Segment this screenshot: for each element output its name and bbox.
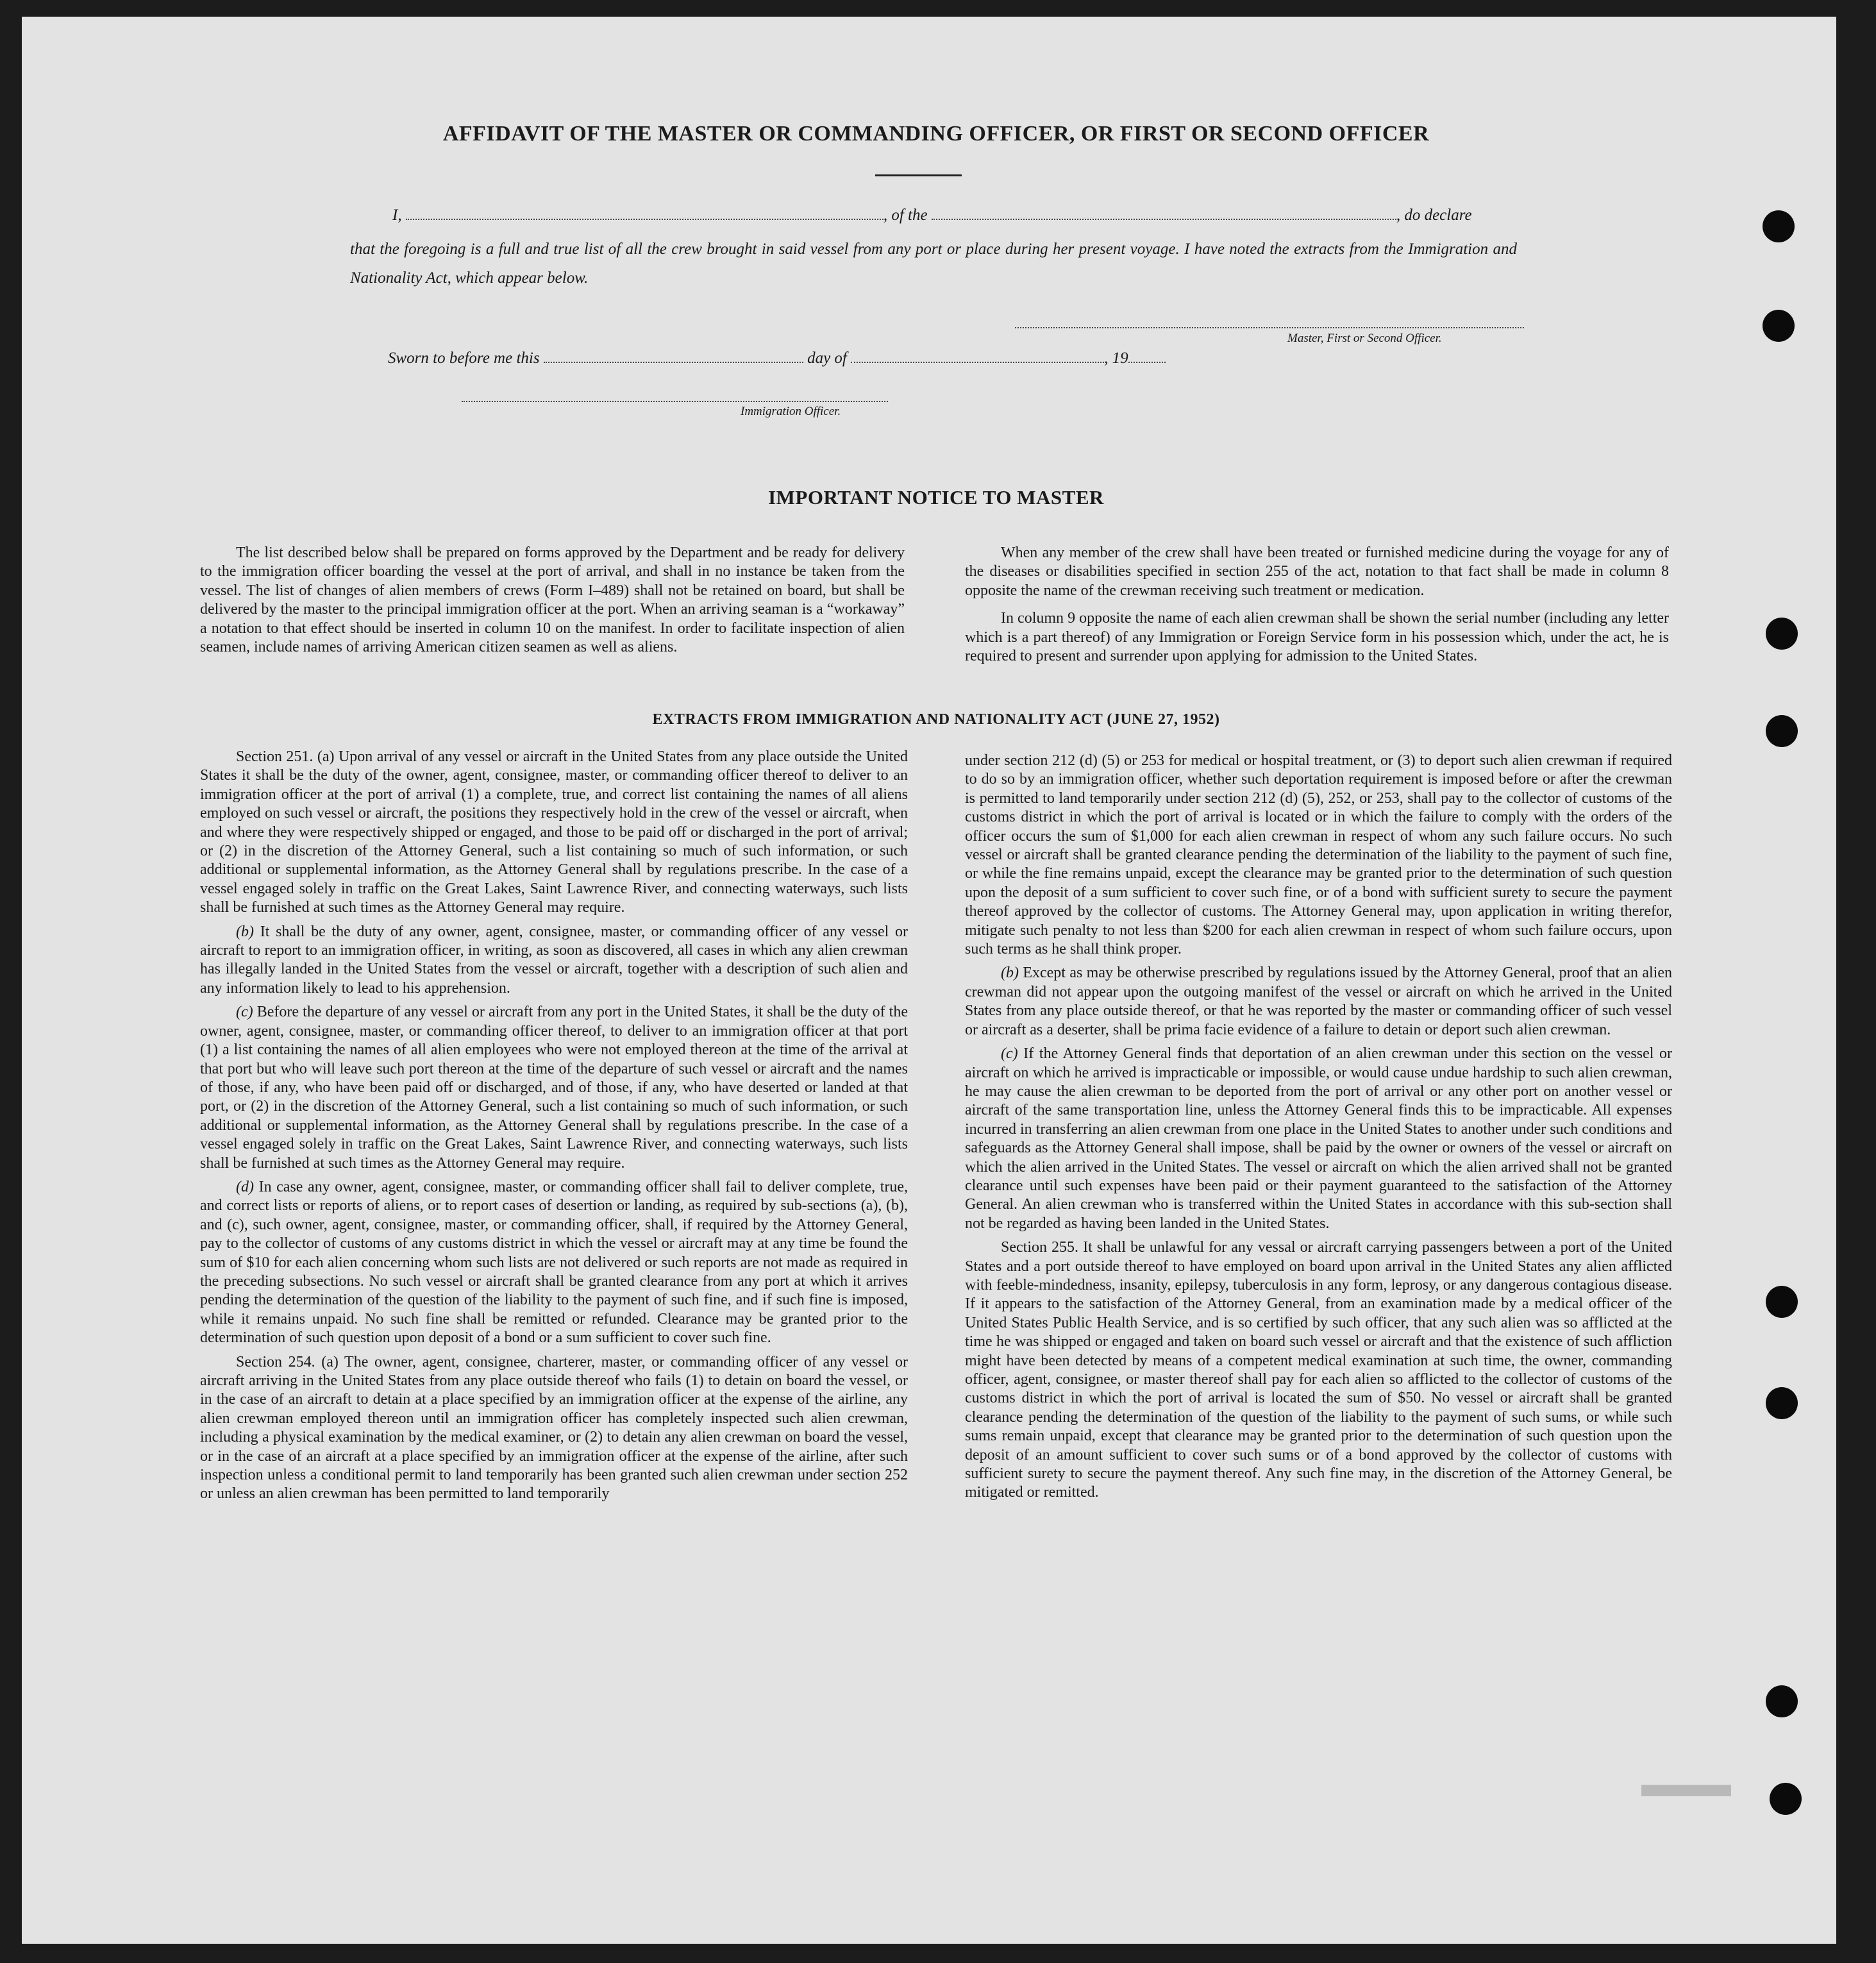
affidavit-title: AFFIDAVIT OF THE MASTER OR COMMANDING OFFICER, OR FIRST OR SECOND OFFICER [442, 122, 1430, 146]
section-251b-label: (b) [236, 923, 254, 940]
binder-hole [1766, 1685, 1798, 1717]
sworn-line [388, 350, 1166, 367]
title-underline [875, 174, 962, 176]
section-251a [200, 748, 908, 918]
notice-right-column [965, 544, 1669, 671]
year-label: , 19 [1104, 350, 1128, 367]
section-254a-continued: under section 212 (d) (5) or 253 for medical or hospital treatment, or (3) to deport such alien crewman if required to do so by an immigration officer, whether such deportation requirement is imposed before or after the crewman is permitted to land temporarily under section 212 (d) (5), 252, or 253, shall pay to the collector of customs of the customs district in which the port of arrival is located or in which the failure to comply with the orders of the officer occurs the sum of $1,000 for each alien crewman in respect of whom any such failure occurs. No such vessel or aircraft shall be granted clearance pending the determination of the liability to the payment of such fine, or while the fine remains unpaid, except the clearance may be granted prior to the determination of such question upon the deposit of a sum sufficient to cover such fine, or of a bond with sufficient surety to secure the payment thereof approved by the collector of customs. The Attorney General may, upon application in writing therefor, mitigate such penalty to not less than $200 for each alien crewman in respect of whom such failure occurs, upon such terms as he shall think proper. [965, 752, 1672, 958]
decl-do-declare-label: , do declare [1396, 206, 1472, 224]
sworn-label: Sworn to before me this [388, 350, 540, 367]
notice-left-paragraph: The list described below shall be prepared on forms approved by the Department and be ready for delivery to the immigration officer boarding the vessel at the port of arrival, and shall in no instance be taken from the vessel. The list of changes of alien members of crews (Form I–489) shall not be retained on board, but shall be delivered by the master to the principal immigration officer at the port. When an arriving seaman is a “workaway” a notation to that effect should be inserted in column 10 on the manifest. In order to facilitate inspection of alien seamen, include names of arriving American citizen seamen as well as aliens. [200, 544, 905, 656]
sworn-month-field[interactable] [851, 350, 1104, 363]
master-signature-line[interactable] [1015, 327, 1524, 328]
section-254c-text: If the Attorney General finds that deportation of an alien crewman under this section on the vessel or aircraft on which he arrived is impracticable or impossible, or would cause undue hardship to such alien crewman, he may cause the alien crewman to be deported from the port of arrival or any other port on another vessel or aircraft of the same transportation line, unless the Attorney General finds this to be impracticable. All expenses incurred in transferring an alien crewman from one place in the United States to another under such conditions and safeguards as the Attorney General shall impose, shall be paid by the owner or owners of the vessel or aircraft on which the alien arrived in the United States. The vessel or aircraft on which the alien arrived shall not be granted clearance until such expenses have been paid or their payment guaranteed to the satisfaction of the Attorney General. An alien crewman who is transferred within the United States in accordance with this sub-section shall not be regarded as having been landed in the United States. [965, 1045, 1673, 1232]
section-254b-label: (b) [1001, 965, 1019, 982]
decl-of-the-label: , of the [883, 206, 928, 224]
notice-left-column [200, 544, 905, 662]
section-251a-text: Upon arrival of any vessel or aircraft in the United States from any place outside the United States it shall be the duty of the owner, agent, consignee, master, or commanding officer thereof to deliver to an immigration officer at the port of arrival (1) a complete, true, and correct list containing the names of all aliens employed on such vessel or aircraft, the positions they respectively hold in the crew of the vessel or aircraft, when and where they were respectively shipped or engaged, and those to be paid off or discharged in the port of arrival; or (2) in the discretion of the Attorney General, such a list containing so much of such information, or such additional or supplemental information, as the Attorney General shall by regulations prescribe. In the case of a vessel engaged solely in traffic on the Great Lakes, Saint Lawrence River, and connecting waterways, such lists shall be furnished at such times as the Attorney General may require. [200, 748, 908, 916]
section-254a-text: The owner, agent, consignee, charterer, master, or commanding officer of any vessel or aircraft arriving in the United States from any place outside thereof who fails (1) to detain on board the vessel, or in the case of an aircraft to detain at a place specified by an immigration officer at the expense of the airline, any alien crewman employed thereon until an immigration officer has completely inspected such alien crewman, including a physical examination by the medical examiner, or (2) to detain any alien crewman on board the vessel, or in the case of an aircraft at a place specified by an immigration officer at the expense of the airline, after such inspection unless a conditional permit to land temporarily has been granted such alien crewman under section 252 or unless an alien crewman has been permitted to land temporarily [200, 1353, 908, 1503]
decl-i-label: I, [392, 206, 402, 224]
section-254a-label: Section 254. (a) [236, 1353, 339, 1370]
binder-hole [1766, 715, 1798, 747]
section-255-label: Section 255. [1001, 1239, 1079, 1256]
section-254b-text: Except as may be otherwise prescribed by regulations issued by the Attorney General, proof that an alien crewman did not appear upon the outgoing manifest of the vessel or aircraft on which he arrived in the United States from any place outside thereof, or that he was reported by the master or commanding officer of such vessel or aircraft as a deserter, shall be prima facie evidence of a failure to detain or deport such alien crewman. [965, 965, 1673, 1038]
binder-hole [1763, 310, 1795, 342]
officer-name-field[interactable] [406, 207, 884, 220]
master-signature-caption: Master, First or Second Officer. [1287, 332, 1442, 345]
notice-heading: IMPORTANT NOTICE TO MASTER [768, 486, 1104, 509]
day-of-label: day of [807, 350, 847, 367]
section-255-text: It shall be unlawful for any vessal or aircraft carrying passengers between a port of the United States and a port outside thereof to have employed on board upon arrival in the United States any alien afflicted with feeble-mindedness, insanity, epilepsy, tuberculosis in any form, leprosy, or any dangerous contagious disease. If it appears to the satisfaction of the Attorney General, from an examination made by a medical officer of the United States Public Health Service, and is so certified by such officer, that any such alien was so afflicted at the time he was shipped or engaged and taken on board such vessel or aircraft and that the existence of such affliction might have been detected by means of a competent medical examination at such time, the owner, commanding officer, agent, consignee, or master thereof shall pay for each alien so afflicted to the collector of customs of the customs district in which the port of arrival is located the sum of $50. No vessel or aircraft shall be granted clearance pending the determination of the question of the liability to the payment of such sums, or while such sums remain unpaid, except that clearance may be granted prior to the determination of such question upon the deposit of an amount sufficient to cover such sums or of a bond approved by the collector of customs with sufficient surety to secure the payment thereof. Any such fine may, in the discretion of the Attorney General, be mitigated or remitted. [965, 1239, 1672, 1501]
extracts-right-column [965, 752, 1672, 1508]
binder-hole [1766, 1387, 1798, 1419]
sworn-day-field[interactable] [544, 350, 803, 363]
section-251b [200, 923, 908, 998]
section-254c-label: (c) [1001, 1045, 1018, 1063]
notice-right-paragraph-2: In column 9 opposite the name of each alien crewman shall be shown the serial number (including any letter which is a part thereof) of any Immigration or Foreign Service form in his possession which, under the act, he is required to present and surrender upon applying for admission to the United States. [965, 610, 1669, 665]
vessel-name-field[interactable] [932, 207, 1396, 220]
sworn-year-field[interactable] [1128, 350, 1166, 363]
declaration-fill-line [392, 206, 1472, 224]
notice-right-paragraph-1: When any member of the crew shall have been treated or furnished medicine during the voyage for any of the diseases or disabilities specified in section 255 of the act, notation to that fact shall be made in column 8 opposite the name of the crewman receiving such treatment or medication. [965, 544, 1669, 599]
declaration-text: that the foregoing is a full and true list of all the crew brought in said vessel from any port or place during her present voyage. I have noted the extracts from the Immigration and Nationality Act, which appear below. [350, 240, 1517, 287]
section-251b-text: It shall be the duty of any owner, agent, consignee, master, or commanding officer of any vessel or aircraft to report to an immigration officer, in writing, as soon as discovered, all cases in which any alien crewman has illegally landed in the United States from the vessel or aircraft, together with a description of such alien and any information likely to lead to his apprehension. [200, 923, 909, 997]
section-251d-text: In case any owner, agent, consignee, master, or commanding officer shall fail to deliver complete, true, and correct lists or reports of aliens, or to report cases of desertion or landing, as required by sub-sections (a), (b), and (c), such owner, agent, consignee, master, or commanding officer, shall, if required by the Attorney General, pay to the collector of customs of any customs district in which the vessel or aircraft may at any time be found the sum of $10 for each alien concerning whom such lists are not delivered or such reports are not made as required in the preceding subsections. No such vessel or aircraft shall be granted clearance from any port at which it arrives pending the determination of the question of the liability to the payment of such fine, and if such fine is imposed, while it remains unpaid. No such fine shall be remitted or refunded. Clearance may be granted prior to the determination of such question upon deposit of a bond or a sum sufficient to cover such fine. [200, 1178, 909, 1347]
scan-smudge [1641, 1785, 1731, 1796]
extracts-heading: EXTRACTS FROM IMMIGRATION AND NATIONALITY ACT (JUNE 27, 1952) [652, 711, 1220, 728]
section-254b [965, 964, 1672, 1040]
section-251c [200, 1003, 908, 1173]
section-251c-text: Before the departure of any vessel or aircraft from any port in the United States, it shall be the duty of the owner, agent, consignee, master, or commanding officer thereof, to deliver to an immigration officer at that port (1) a list containing the names of all alien employees who were not employed thereon at the time of the arrival at that port but who will leave such port thereon at the time of the departure of such vessel or aircraft and the names of those, if any, who have been paid off or discharged, and of those, if any, who have deserted or landed at that port, or (2) in the discretion of the Attorney General, such a list containing so much of such information, or such additional or supplemental information, as the Attorney General shall by regulations prescribe. In the case of a vessel engaged solely in traffic on the Great Lakes, Saint Lawrence River, and connecting waterways, such lists shall be furnished at such times as the Attorney General may require. [200, 1004, 908, 1172]
section-255 [965, 1238, 1672, 1503]
binder-hole [1766, 618, 1798, 650]
immigration-officer-caption: Immigration Officer. [741, 405, 841, 418]
binder-hole [1763, 210, 1795, 242]
immigration-officer-signature-line[interactable] [462, 401, 888, 402]
section-251d-label: (d) [236, 1178, 254, 1195]
section-251a-label: Section 251. (a) [236, 748, 335, 765]
binder-hole [1770, 1783, 1802, 1815]
section-251d [200, 1178, 908, 1348]
binder-hole [1766, 1286, 1798, 1318]
section-254a [200, 1353, 908, 1504]
extracts-left-column [200, 748, 908, 1509]
section-251c-label: (c) [236, 1004, 253, 1021]
section-254c [965, 1045, 1672, 1233]
